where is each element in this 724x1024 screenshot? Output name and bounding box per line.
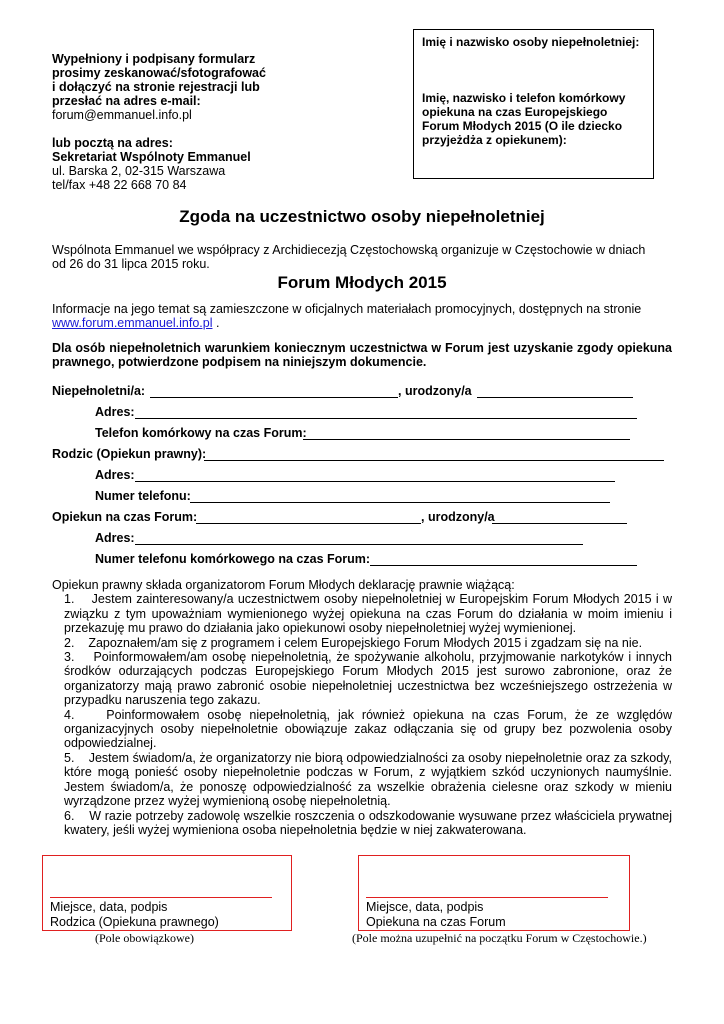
mandatory-field-note: (Pole obowiązkowe) [95, 931, 194, 945]
minor-name-input[interactable] [150, 397, 398, 398]
intro-line-2: od 26 do 31 lipca 2015 roku. [52, 257, 210, 271]
guardian-address-label: Adres: [95, 531, 135, 545]
declaration-point-6: 6. W razie potrzeby zadowolę wszelkie roszczenia o odszkodowanie wysuwane przez właściciela prywatnej kwatery, jeśli wyżej wymieniona osoba niepełnoletnia będzie w niej zakwaterowana. [64, 808, 672, 837]
forum-website-link[interactable]: www.forum.emmanuel.info.pl [52, 316, 213, 330]
minor-birth-label: , urodzony/a [398, 384, 472, 398]
minor-birth-input[interactable] [477, 397, 633, 398]
guardian-mobile-label: Numer telefonu komórkowego na czas Forum: [95, 552, 371, 566]
submission-instructions [52, 52, 332, 192]
minor-mobile-label: Telefon komórkowy na czas Forum: [95, 426, 307, 440]
intro-line-1: Wspólnota Emmanuel we współpracy z Archidiecezją Częstochowską organizuje w Częstochowie w dniach [52, 243, 646, 257]
guardian-signature-line-2: Opiekuna na czas Forum [366, 915, 506, 929]
guardian-signature-caption [366, 900, 506, 930]
guardian-info-line-3: Forum Młodych 2015 (O ile dziecko [422, 119, 623, 133]
minor-mobile-input[interactable] [303, 439, 630, 440]
consent-condition: Dla osób niepełnoletnich warunkiem koniecznym uczestnictwa w Forum jest uzyskanie zgody opiekuna prawnego, potwierdzone podpisem na niniejszym dokumencie. [52, 341, 672, 369]
parent-phone-input[interactable] [190, 502, 610, 503]
instructions-line-2: prosimy zeskanować/sfotografować [52, 66, 266, 80]
parent-signature-caption [50, 900, 219, 930]
info-end: . [212, 316, 220, 330]
parent-signature-line-1: Miejsce, data, podpis [50, 900, 168, 914]
guardian-birth-input[interactable] [492, 523, 627, 524]
parent-address-input[interactable] [135, 481, 615, 482]
guardian-mobile-input[interactable] [370, 565, 637, 566]
contact-email: forum@emmanuel.info.pl [52, 108, 192, 122]
intro-paragraph [52, 243, 672, 271]
parent-signature-line [50, 897, 272, 898]
post-label: lub pocztą na adres: [52, 136, 173, 150]
post-street: ul. Barska 2, 02-315 Warszawa [52, 164, 226, 178]
document-title: Zgoda na uczestnictwo osoby niepełnoletniej [179, 207, 545, 226]
guardian-label: Opiekun na czas Forum: [52, 510, 198, 524]
instructions-line-1: Wypełniony i podpisany formularz [52, 52, 256, 66]
parent-label: Rodzic (Opiekun prawny): [52, 447, 207, 461]
participant-info-box[interactable] [413, 29, 654, 179]
guardian-signature-line-1: Miejsce, data, podpis [366, 900, 484, 914]
guardian-name-input[interactable] [196, 523, 421, 524]
guardian-address-input[interactable] [135, 544, 583, 545]
parent-address-label: Adres: [95, 468, 135, 482]
minor-address-label: Adres: [95, 405, 135, 419]
declaration-point-1: 1. Jestem zainteresowany/a uczestnictwem osoby niepełnoletniej w Europejskim Forum Młodych 2015 i w związku z tym upoważniam wymienionego wyżej opiekuna na czas Forum do działania w moim imieniu i przekazuję mu prawo do działania jako opiekunowi osoby niepełnoletniej wyżej wymienionej. [64, 592, 672, 636]
guardian-info-line-2: opiekuna na czas Europejskiego [422, 105, 608, 119]
declaration-intro: Opiekun prawny składa organizatorom Forum Młodych deklarację prawnie wiążącą: [52, 578, 515, 592]
instructions-line-4: przesłać na adres e-mail: [52, 94, 201, 108]
parent-signature-line-2: Rodzica (Opiekuna prawnego) [50, 915, 219, 929]
optional-field-note: (Pole można uzupełnić na początku Forum w Częstochowie.) [352, 931, 647, 945]
guardian-info-line-1: Imię, nazwisko i telefon komórkowy [422, 91, 626, 105]
post-organization: Sekretariat Wspólnoty Emmanuel [52, 150, 251, 164]
info-line-1: Informacje na jego temat są zamieszczone w oficjalnych materiałach promocyjnych, dostępnych na stronie [52, 302, 642, 316]
parent-name-input[interactable] [204, 460, 664, 461]
minor-name-label-field: Niepełnoletni/a: [52, 384, 146, 398]
guardian-info-line-4: przyjeżdża z opiekunem): [422, 133, 567, 147]
parent-phone-label: Numer telefonu: [95, 489, 191, 503]
declaration-point-4: 4. Poinformowałem osobę niepełnoletnią, jak również opiekuna na czas Forum, że ze względów organizacyjnych osoby niepełnoletnie obowiązuje zakaz odłączania się od grupy bez pozwolenia osoby odpowiedzialnej. [64, 707, 672, 751]
declaration-point-5: 5. Jestem świadom/a, że organizatorzy nie biorą odpowiedzialności za osoby niepełnoletnie oraz za szkody, które mogą ponieść osoby niepełnoletnie podczas w Forum, z wyjątkiem szkód uczynionych naumyślnie. Jestem świadom/a, że ponoszę odpowiedzialność za wszelkie obrażenia cielesne oraz szkody w mieniu wyrządzone przez wyżej wymienioną osobę niepełnoletnią. [64, 750, 672, 809]
instructions-line-3: i dołączyć na stronie rejestracji lub [52, 80, 260, 94]
minor-address-input[interactable] [135, 418, 637, 419]
post-phone: tel/fax +48 22 668 70 84 [52, 178, 187, 192]
info-paragraph [52, 302, 672, 330]
minor-name-label: Imię i nazwisko osoby niepełnoletniej: [422, 35, 640, 49]
declaration-point-3: 3. Poinformowałem/am osobę niepełnoletnią, że spożywanie alkoholu, przyjmowanie narkotyków i innych środków odurzających podczas Europejskiego Forum Młodych 2015 jest surowo zabronione, oraz że organizatorzy mają prawo zabronić osobie niepełnoletniej uczestnictwa bez wcześniejszego ostrzeżenia w przypadku naruszenia tego zakazu. [64, 650, 672, 708]
legal-declaration [52, 578, 672, 837]
declaration-point-2: 2. Zapoznałem/am się z programem i celem Europejskiego Forum Młodych 2015 i zgadzam się na nie. [64, 635, 643, 650]
guardian-signature-line [366, 897, 608, 898]
event-title: Forum Młodych 2015 [277, 273, 447, 292]
guardian-birth-label: , urodzony/a [421, 510, 495, 524]
